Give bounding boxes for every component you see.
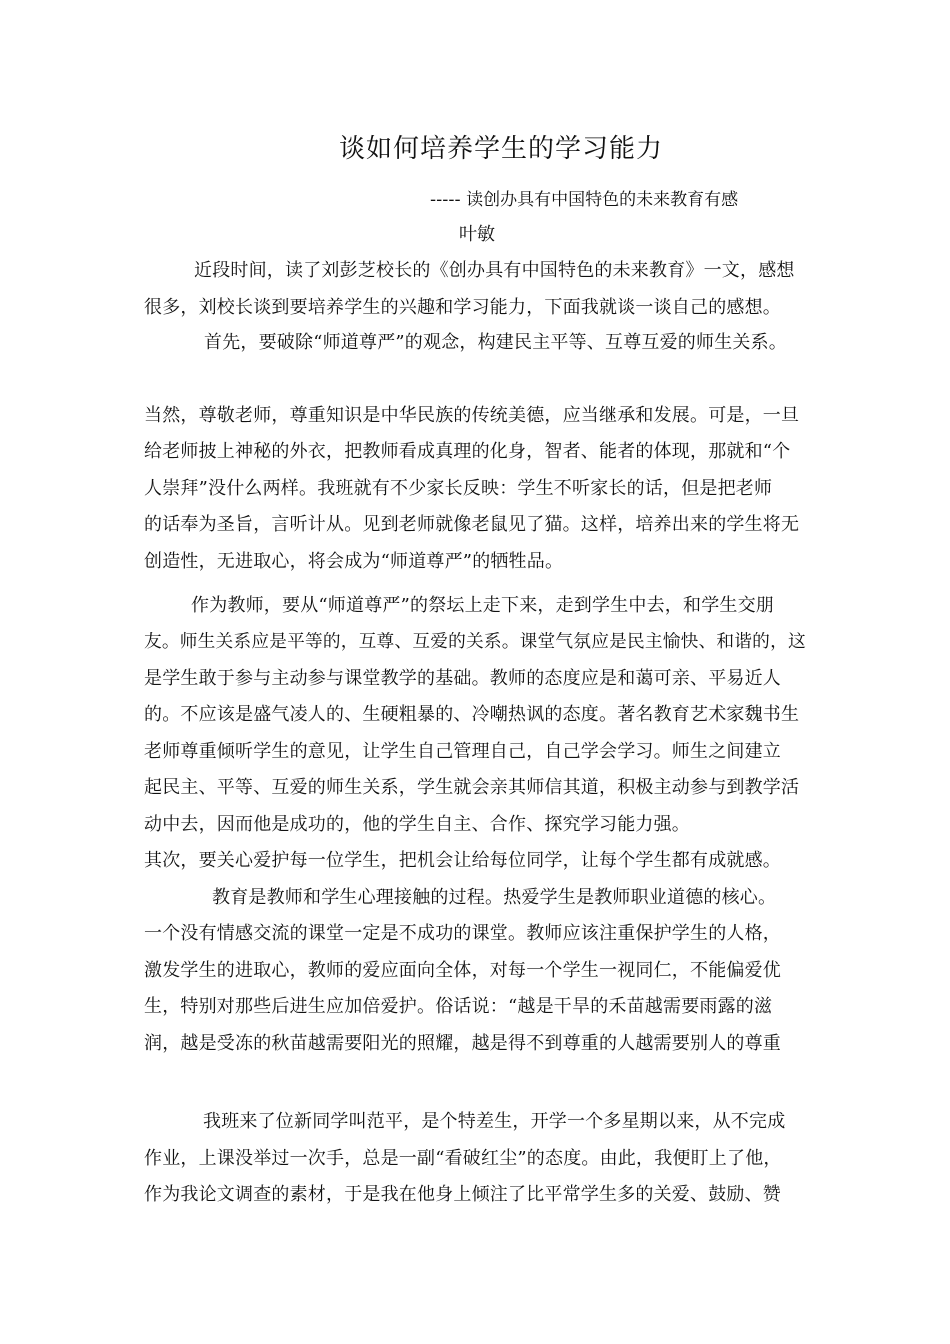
body-line: 创造性，无进取心，将会成为“师道尊严”的牺牲品。	[144, 551, 564, 572]
document-author: 叶敏	[459, 224, 495, 245]
body-line: 其次，要关心爱护每一位学生，把机会让给每位同学，让每个学生都有成就感。	[144, 850, 781, 871]
body-line: 是学生敢于参与主动参与课堂教学的基础。教师的态度应是和蔼可亲、平易近人	[144, 668, 781, 689]
body-line: 作业，上课没举过一次手，总是一副“看破红尘”的态度。由此，我便盯上了他，	[144, 1148, 782, 1169]
body-line: 友。师生关系应是平等的，互尊、互爱的关系。课堂气氛应是民主愉快、和谐的，这	[144, 632, 806, 652]
body-line: 的话奉为圣旨，言听计从。见到老师就像老鼠见了猫。这样，培养出来的学生将无	[144, 514, 800, 535]
body-line: 生，特别对那些后进生应加倍爱护。俗话说：“越是干旱的禾苗越需要雨露的滋	[144, 996, 773, 1017]
body-line: 激发学生的进取心，教师的爱应面向全体，对每一个学生一视同仁，不能偏爱优	[144, 960, 781, 981]
body-line: 当然，尊敬老师，尊重知识是中华民族的传统美德，应当继承和发展。可是，一旦	[144, 405, 800, 426]
body-line: 作为我论文调查的素材，于是我在他身上倾注了比平常学生多的关爱、鼓励、赞	[144, 1184, 781, 1205]
body-line: 给老师披上神秘的外衣，把教师看成真理的化身，智者、能者的体现，那就和“个	[144, 441, 791, 462]
body-line: 首先，要破除“师道尊严”的观念，构建民主平等、互尊互爱的师生关系。	[204, 332, 788, 353]
body-line: 作为教师，要从“师道尊严”的祭坛上走下来，走到学生中去，和学生交朋	[191, 595, 775, 616]
body-line: 润，越是受冻的秋苗越需要阳光的照耀，越是得不到尊重的人越需要别人的尊重	[144, 1033, 781, 1054]
body-line: 老师尊重倾听学生的意见，让学生自己管理自己，自己学会学习。师生之间建立	[144, 741, 781, 762]
document-subtitle: ----- 读创办具有中国特色的未来教育有感	[430, 190, 739, 210]
document-title: 谈如何培养学生的学习能力	[338, 134, 663, 164]
body-line: 起民主、平等、互爱的师生关系，学生就会亲其师信其道，积极主动参与到教学活	[144, 777, 800, 798]
body-line: 近段时间，读了刘彭芝校长的《创办具有中国特色的未来教育》一文，感想	[194, 260, 795, 281]
body-line: 动中去，因而他是成功的，他的学生自主、合作、探究学习能力强。	[144, 814, 690, 835]
body-line: 一个没有情感交流的课堂一定是不成功的课堂。教师应该注重保护学生的人格，	[144, 923, 781, 944]
body-line: 的。不应该是盛气凌人的、生硬粗暴的、冷嘲热讽的态度。著名教育艺术家魏书生	[144, 704, 800, 725]
body-line: 人崇拜”没什么两样。我班就有不少家长反映：学生不听家长的话，但是把老师	[144, 478, 773, 499]
body-line: 我班来了位新同学叫范平，是个特差生，开学一个多星期以来，从不完成	[203, 1111, 786, 1132]
body-line: 教育是教师和学生心理接触的过程。热爱学生是教师职业道德的核心。	[212, 887, 777, 908]
body-line: 很多，刘校长谈到要培养学生的兴趣和学习能力，下面我就谈一谈自己的感想。	[144, 297, 781, 318]
